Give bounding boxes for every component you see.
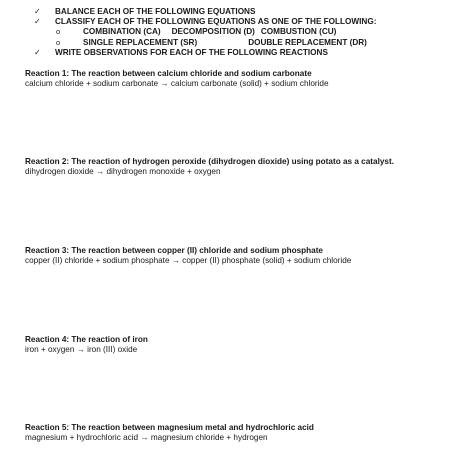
- instruction-item-observations: [34, 48, 464, 58]
- reaction-title: Reaction 3: The reaction between copper (II) chloride and sodium phosphate: [25, 246, 323, 255]
- type-combustion: COMBUSTION (CU): [260, 27, 337, 37]
- reaction-title: Reaction 1: The reaction between calcium chloride and sodium carbonate: [25, 69, 312, 78]
- circle-bullet-icon: o: [56, 27, 61, 37]
- type-decomposition: DECOMPOSITION (D): [171, 27, 255, 37]
- circle-bullet-icon: o: [56, 37, 61, 47]
- check-mark-icon: ✓: [34, 47, 41, 57]
- reaction-equation: calcium chloride + sodium carbonate → calcium carbonate (solid) + sodium chloride: [25, 79, 329, 88]
- check-mark-icon: ✓: [34, 7, 41, 16]
- reaction-1: [25, 69, 465, 89]
- reaction-title: Reaction 5: The reaction between magnesium metal and hydrochloric acid: [25, 423, 314, 432]
- reaction-title: Reaction 4: The reaction of iron: [25, 335, 148, 344]
- reaction-5: [25, 423, 465, 443]
- instruction-text: WRITE OBSERVATIONS FOR EACH OF THE FOLLOWING REACTIONS: [55, 47, 328, 57]
- reaction-equation: copper (II) chloride + sodium phosphate → copper (II) phosphate (solid) + sodium chloride: [25, 256, 352, 265]
- instruction-item-classify: [34, 17, 464, 27]
- reaction-types-row-1: [34, 27, 464, 37]
- type-double-replacement: DOUBLE REPLACEMENT (DR): [248, 37, 367, 47]
- type-combination: COMBINATION (CA): [83, 27, 161, 37]
- reaction-types-row-2: [34, 38, 464, 48]
- reaction-4: [25, 335, 465, 355]
- reaction-equation: magnesium + hydrochloric acid → magnesium chloride + hydrogen: [25, 433, 268, 442]
- check-mark-icon: ✓: [34, 17, 41, 27]
- reaction-equation: dihydrogen dioxide → dihydrogen monoxide + oxygen: [25, 167, 221, 176]
- instruction-text: CLASSIFY EACH OF THE FOLLOWING EQUATIONS AS ONE OF THE FOLLOWING:: [55, 17, 377, 27]
- instruction-item-balance: [34, 7, 464, 17]
- type-single-replacement: SINGLE REPLACEMENT (SR): [83, 37, 198, 47]
- instruction-text: BALANCE EACH OF THE FOLLOWING EQUATIONS: [55, 7, 256, 16]
- reaction-3: [25, 246, 465, 266]
- instructions-list: [34, 7, 464, 58]
- reaction-equation: iron + oxygen → iron (III) oxide: [25, 345, 138, 354]
- reaction-title: Reaction 2: The reaction of hydrogen peroxide (dihydrogen dioxide) using potato as a catalyst.: [25, 157, 394, 166]
- reaction-2: [25, 157, 465, 177]
